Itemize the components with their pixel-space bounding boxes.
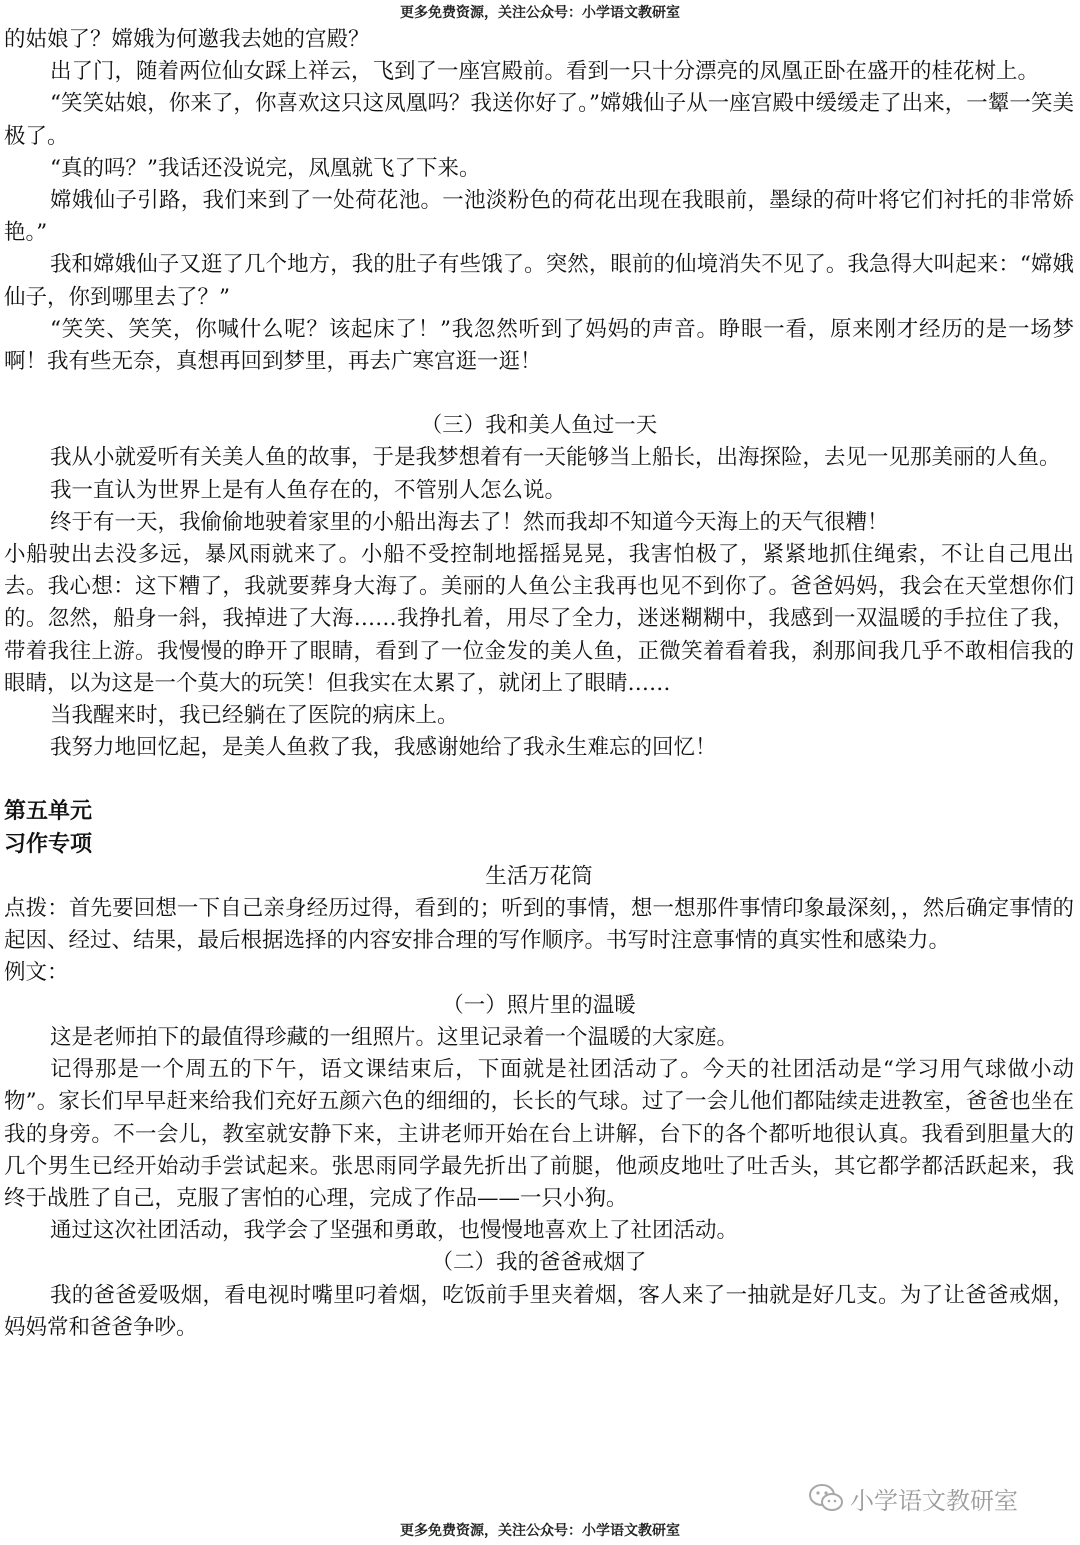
essay1-paragraph: 通过这次社团活动，我学会了坚强和勇敢，也慢慢地喜欢上了社团活动。 xyxy=(50,1218,739,1244)
story3-paragraph: 我从小就爱听有关美人鱼的故事，于是我梦想着有一天能够当上船长，出海探险，去见一见那美丽的人鱼。 xyxy=(50,445,1061,471)
story3-paragraph: 终于有一天，我偷偷地驶着家里的小船出海去了！然而我却不知道今天海上的天气很糟！ xyxy=(50,509,889,535)
story3-title: （三）我和美人鱼过一天 xyxy=(420,413,658,439)
story2-paragraph: “笑笑、笑笑，你喊什么呢？该起床了！”我忽然听到了妈妈的声音。睁眼一看，原来刚才经历的是一场梦啊！我有些无奈，真想再回到梦里，再去广寒宫逛一逛！ xyxy=(4,316,1074,375)
essay2-paragraph: 我的爸爸爱吸烟，看电视时嘴里叼着烟，吃饭前手里夹着烟，客人来了一抽就是好几支。为了让爸爸戒烟，妈妈常和爸爸争吵。 xyxy=(4,1282,1074,1340)
story3-paragraph: 我一直认为世界上是有人鱼存在的，不管别人怎么说。 xyxy=(50,477,567,503)
story2-paragraph: “真的吗？”我话还没说完，凤凰就飞了下来。 xyxy=(50,155,481,181)
example-label: 例文： xyxy=(4,960,69,986)
page-footer: 更多免费资源，关注公众号：小学语文教研室 xyxy=(400,1523,680,1539)
story2-paragraph: “笑笑姑娘，你来了，你喜欢这只这凤凰吗？我送你好了。”嫦娥仙子从一座宫殿中缓缓走了出来，一颦一笑美极了。 xyxy=(4,91,1074,149)
story2-paragraph: 的姑娘了？嫦娥为何邀我去她的宫殿？ xyxy=(4,27,370,52)
story3-paragraph: 当我醒来时，我已经躺在了医院的病床上。 xyxy=(50,703,459,729)
document-body xyxy=(4,24,1074,1344)
writing-tip: 点拨：首先要回想一下自己亲身经历过得，看到的；听到的事情，想一想那件事情印象最深刻，，然后确定事情的起因、经过、结果，最后根据选择的内容安排合理的写作顺序。书写时注意事情的真实性和感染力。 xyxy=(4,896,1074,954)
essay1-paragraph: 记得那是一个周五的下午，语文课结束后，下面就是社团活动了。今天的社团活动是“学习用气球做小动物”。家长们早早赶来给我们充好五颜六色的细细的，长长的气球。过了一会儿他们都陆续走进教室，爸爸也坐在我的身旁。不一会儿，教室就安静下来，主讲老师开始在台上讲解，台下的各个都听地很认真。我看到胆量大的几个男生已经开始动手尝试起来。张思雨同学最先折出了前腿，他顽皮地吐了吐舌头，其它都学都活跃起来，我终于战胜了自己，克服了害怕的心理，完成了作品——一只小狗。 xyxy=(4,1057,1074,1211)
unit-title: 第五单元 xyxy=(4,799,93,825)
essay1-title: （一）照片里的温暖 xyxy=(442,992,636,1018)
essay1-paragraph: 这是老师拍下的最值得珍藏的一组照片。这里记录着一个温暖的大家庭。 xyxy=(50,1024,739,1050)
essay2-title: （二）我的爸爸戒烟了 xyxy=(431,1250,647,1276)
topic-title: 生活万花筒 xyxy=(485,863,593,889)
story3-paragraph: 我努力地回忆起，是美人鱼救了我，我感谢她给了我永生难忘的回忆！ xyxy=(50,735,717,761)
story2-paragraph: 嫦娥仙子引路，我们来到了一处荷花池。一池淡粉色的荷花出现在我眼前，墨绿的荷叶将它们衬托的非常娇艳。” xyxy=(4,188,1074,246)
page-header: 更多免费资源，关注公众号：小学语文教研室 xyxy=(400,5,680,21)
watermark xyxy=(808,1478,1018,1518)
story3-paragraph: 小船驶出去没多远，暴风雨就来了。小船不受控制地摇摇晃晃，我害怕极了，紧紧地抓住绳索，不让自己甩出去。我心想：这下糟了，我就要葬身大海了。美丽的人鱼公主我再也见不到你了。爸爸妈妈，我会在天堂想你们的。忽然，船身一斜，我掉进了大海……我挣扎着，用尽了全力，迷迷糊糊中，我感到一双温暖的手拉住了我，带着我往上游。我慢慢的睁开了眼睛，看到了一位金发的美人鱼，正微笑着看着我，刹那间我几乎不敢相信我的眼睛，以为这是一个莫大的玩笑！但我实在太累了，就闭上了眼睛…… xyxy=(4,542,1074,696)
watermark-text: 小学语文教研室 xyxy=(850,1486,1018,1515)
wechat-icon xyxy=(808,1483,844,1513)
story2-paragraph: 出了门，随着两位仙女踩上祥云，飞到了一座宫殿前。看到一只十分漂亮的凤凰正卧在盛开的桂花树上。 xyxy=(50,59,1040,85)
blank-line xyxy=(4,764,1074,796)
story2-paragraph: 我和嫦娥仙子又逛了几个地方，我的肚子有些饿了。突然，眼前的仙境消失不见了。我急得大叫起来：“嫦娥仙子，你到哪里去了？” xyxy=(4,252,1074,310)
section-title: 习作专项 xyxy=(4,831,93,857)
blank-line xyxy=(4,378,1074,410)
